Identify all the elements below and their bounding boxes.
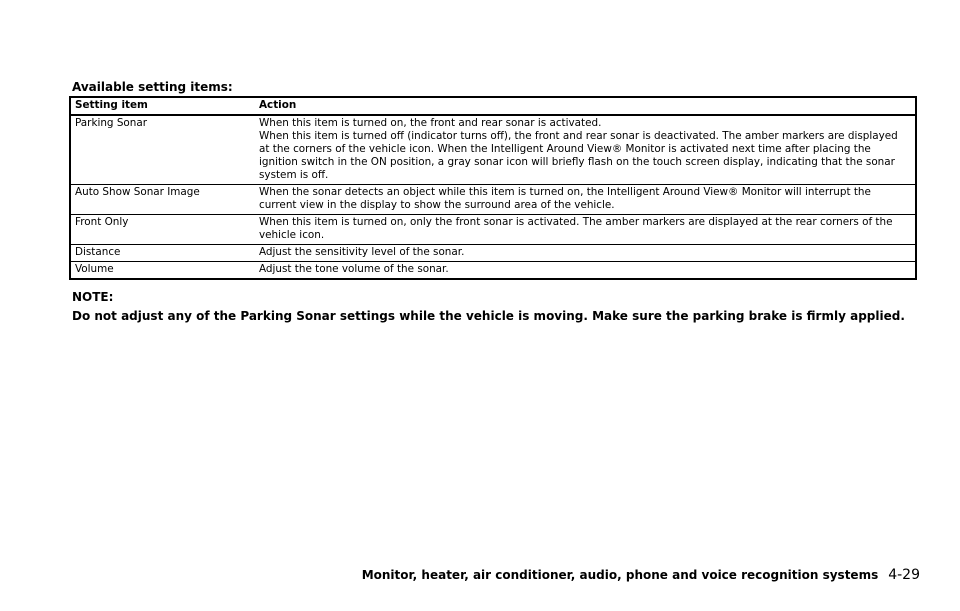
table-header-row (70, 97, 916, 115)
action-cell (255, 262, 916, 280)
table-row (70, 115, 916, 185)
action-cell (255, 245, 916, 262)
table-row (70, 262, 916, 280)
section-heading: Available setting items: (72, 80, 233, 94)
action-text: Adjust the sensitivity level of the sonar. (259, 246, 465, 258)
setting-item-cell: Distance (70, 245, 255, 262)
column-header-action: Action (255, 97, 916, 115)
action-text: When this item is turned on, the front and rear sonar is activated. (259, 117, 602, 129)
setting-item-cell: Parking Sonar (70, 115, 255, 185)
action-text: When this item is turned off (indicator turns off), the front and rear sonar is deactivated. The amber markers are displayed at the corners of the vehicle icon. When the Intelligent Around View® Monitor is activated next time after placing the ignition switch in the ON position, a gray sonar icon will briefly flash on the touch screen display, indicating that the sonar system is off. (259, 130, 898, 181)
action-cell (255, 185, 916, 215)
note-text: Do not adjust any of the Parking Sonar settings while the vehicle is moving. Make sure the parking brake is firmly applied. (72, 309, 905, 323)
setting-item-cell: Auto Show Sonar Image (70, 185, 255, 215)
action-text: Adjust the tone volume of the sonar. (259, 263, 449, 275)
page-footer (362, 567, 920, 583)
table-row (70, 185, 916, 215)
note-label: NOTE: (72, 290, 114, 304)
action-cell (255, 215, 916, 245)
column-header-setting-item: Setting item (70, 97, 255, 115)
page-number: 4-29 (888, 567, 920, 583)
action-cell (255, 115, 916, 185)
setting-item-cell: Volume (70, 262, 255, 280)
action-text: When this item is turned on, only the front sonar is activated. The amber markers are displayed at the rear corners of the vehicle icon. (259, 216, 893, 241)
settings-table (69, 96, 917, 280)
table-row (70, 245, 916, 262)
setting-item-cell: Front Only (70, 215, 255, 245)
table-row (70, 215, 916, 245)
action-text: When the sonar detects an object while this item is turned on, the Intelligent Around View® Monitor will interrupt the current view in the display to show the surround area of the vehicle. (259, 186, 871, 211)
footer-section-title: Monitor, heater, air conditioner, audio, phone and voice recognition systems (361, 568, 879, 582)
